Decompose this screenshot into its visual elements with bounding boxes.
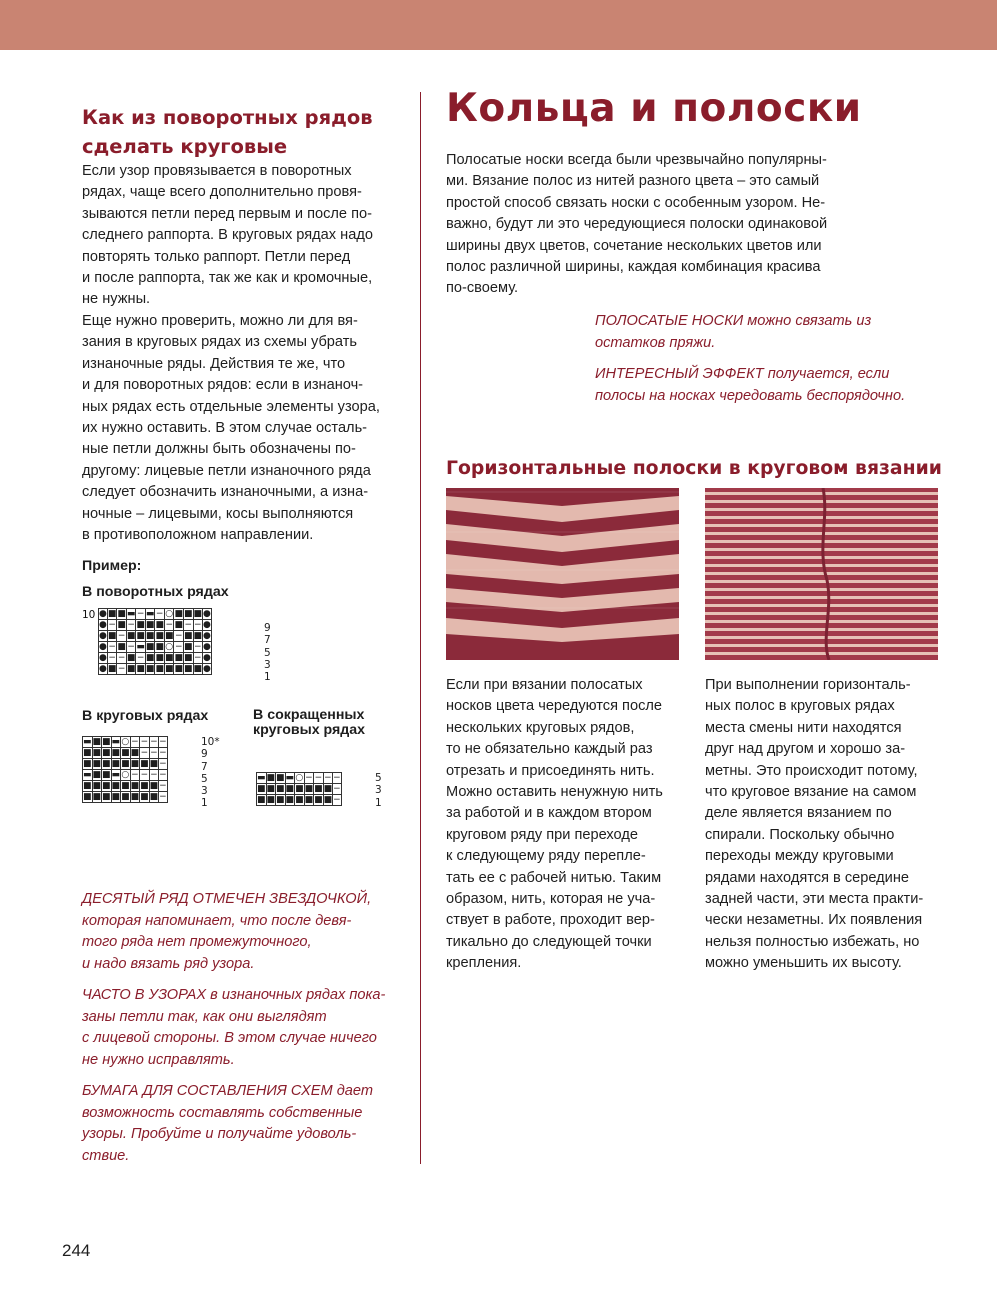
section-title: Горизонтальные полоски в круговом вязании	[446, 458, 942, 479]
right-intro: Полосатые носки всегда были чрезвычайно популярны- ми. Вязание полос из нитей разного цвета – это самый простой способ связать носки с особенным узором. Не- важно, будут ли это чередующиеся полоски одинаковой ширины двух цветов, сочетание нескольких цветов или полос различной ширины, каждая комбинация красива по-своему.	[446, 152, 828, 297]
chart-row-number: 9	[264, 622, 271, 634]
chart-cell: −	[108, 652, 116, 663]
chart-round-label: В круговых рядах	[82, 708, 209, 724]
chart-cell: −	[150, 769, 158, 780]
chart-cell: ■	[304, 794, 314, 805]
chart-row	[83, 748, 168, 759]
chart-cell: ■	[92, 758, 102, 769]
left-note-3: БУМАГА ДЛЯ СОСТАВЛЕНИЯ СХЕМ дает возможность составлять собственные узоры. Пробуйте и получайте удоволь- ствие.	[82, 1083, 374, 1164]
chart-row-number: 7	[264, 634, 271, 647]
chart-row	[83, 737, 168, 748]
chart-cell: ■	[155, 652, 164, 663]
chart-cell: −	[159, 769, 167, 780]
example-label: Пример:	[82, 558, 142, 574]
chart-cell: ■	[164, 630, 174, 641]
chart-cell: ■	[149, 780, 159, 791]
photo-fine-stripes	[705, 488, 938, 660]
chart-cell: ■	[83, 791, 92, 802]
chart-cell: ▬	[111, 769, 121, 780]
chart-cell: ■	[111, 758, 121, 769]
left-paragraph-1: Если узор провязывается в поворотных рядах, чаще всего дополнительно провя- зываются петли перед первым и после по- следнего раппорта. В круговых рядах надо повторять только раппорт. Петли перед и после раппорта, так же как и кромочные, не нужны.	[82, 163, 373, 308]
chart-cell: −	[117, 630, 126, 641]
chart-cell: ■	[92, 736, 102, 747]
chart-cell: −	[333, 772, 341, 783]
chart-row	[257, 795, 342, 806]
chart-cell: ●	[99, 652, 107, 663]
chart-row-number: 10*	[201, 736, 220, 748]
chart-flat-row10-label: 10	[82, 609, 96, 621]
chart-cell: ●	[203, 663, 211, 674]
chart-cell: −	[159, 780, 167, 791]
chart-cell: ■	[111, 780, 121, 791]
chart-reduced-right-labels	[375, 772, 382, 809]
chart-cell: ■	[102, 758, 111, 769]
chart-cell: ■	[102, 791, 111, 802]
chart-row-number: 3	[264, 658, 271, 671]
chart-row-number: 5	[201, 772, 208, 785]
chart-cell: ■	[92, 791, 102, 802]
chart-cell: ■	[266, 772, 276, 783]
chart-cell: ●	[203, 652, 211, 663]
chart-row-number: 3	[201, 785, 208, 798]
chart-cell: ▬	[83, 769, 92, 780]
chart-cell: ■	[155, 663, 164, 674]
left-note-2: ЧАСТО В УЗОРАХ в изнаночных рядах пока- заны петли так, как они выглядят с лицевой стороны. В этом случае ничего не нужно исправлять.	[82, 987, 386, 1068]
chart-cell: ■	[155, 630, 164, 641]
chart-cell: −	[150, 747, 158, 758]
chart-cell: ■	[323, 794, 333, 805]
chart-cell: ▬	[145, 608, 155, 619]
chart-cell: ■	[121, 791, 130, 802]
chart-cell: −	[333, 794, 341, 805]
chart-row	[99, 620, 212, 631]
right-col-2: При выполнении горизонталь- ных полос в круговых рядах места смены нити находятся друг над другом и хорошо за- метны. Это происходит потому, что круговое вязание на самом деле является вязанием по спирали. Поскольку обычно переходы между круговыми рядами находятся в середине задней части, эти места практи- чески незаметны. Их появления нельзя полностью избежать, но можно уменьшить их высоту.	[705, 677, 924, 972]
chart-cell: ■	[276, 794, 285, 805]
chart-cell: ▬	[136, 641, 145, 652]
chart-cell: ■	[183, 663, 193, 674]
chart-cell: ■	[136, 630, 145, 641]
chart-cell: ■	[266, 783, 276, 794]
chart-row-number: 3	[375, 784, 382, 797]
chart-row-number: 1	[375, 796, 382, 809]
chart-cell: −	[117, 652, 126, 663]
header-band	[0, 0, 997, 50]
chart-cell: −	[174, 641, 183, 652]
chart-cell: ■	[266, 794, 276, 805]
chart-cell: ■	[111, 747, 121, 758]
chart-cell: ■	[107, 608, 117, 619]
chart-cell: ■	[92, 747, 102, 758]
chart-cell: ■	[174, 619, 183, 630]
chart-cell: ●	[203, 630, 211, 641]
chart-cell: ■	[136, 619, 145, 630]
chart-cell: ■	[117, 608, 126, 619]
chart-cell: ■	[145, 652, 155, 663]
chart-cell: −	[159, 736, 167, 747]
chart-cell: ●	[99, 619, 107, 630]
chart-round-grid	[82, 736, 168, 803]
chart-cell: −	[193, 641, 202, 652]
chart-cell: ■	[295, 794, 304, 805]
chart-cell: ■	[121, 747, 130, 758]
chart-cell: ■	[304, 783, 314, 794]
chart-cell: ■	[164, 663, 174, 674]
chart-cell: ■	[111, 791, 121, 802]
chart-row-number: 1	[201, 797, 208, 810]
chart-cell: −	[117, 663, 126, 674]
chart-cell: ●	[203, 619, 211, 630]
chart-cell: ■	[285, 783, 295, 794]
chart-row-number: 5	[375, 772, 382, 784]
reduced-symbol-table	[256, 772, 342, 806]
chart-row	[99, 664, 212, 675]
chart-cell: ●	[99, 608, 107, 619]
chart-cell: ■	[276, 783, 285, 794]
chart-cell: ■	[92, 769, 102, 780]
chart-cell: ●	[99, 641, 107, 652]
chart-cell: −	[155, 608, 164, 619]
chart-cell: ■	[174, 663, 183, 674]
chart-cell: −	[150, 736, 158, 747]
chart-cell: −	[131, 736, 139, 747]
chart-cell: ■	[295, 783, 304, 794]
chart-cell: −	[165, 619, 173, 630]
chart-cell: −	[159, 758, 167, 769]
left-paragraph-2: Еще нужно проверить, можно ли для вя- зания в круговых рядах из схемы убрать изнаночные ряды. Действия те же, что и для поворотных рядов: если в изнаноч- ных рядах есть отдельные элементы узора, их нужно оставить. В этом случае осталь- ные петли должны быть обозначены по- другому: лицевые петли изнаночного ряда следует обозначить изнаночными, а изна- ночные – лицевыми, косы выполняются в противоположном направлении.	[82, 313, 380, 544]
chart-cell: ■	[183, 641, 193, 652]
chart-flat-label: В поворотных рядах	[82, 584, 229, 600]
chart-cell: −	[193, 619, 202, 630]
chart-cell: ■	[107, 663, 117, 674]
chart-cell: ■	[117, 619, 126, 630]
fine-stripes-image	[705, 488, 938, 660]
chart-cell: ■	[117, 641, 126, 652]
chart-cell: ■	[323, 783, 333, 794]
chart-cell: ■	[126, 652, 136, 663]
chart-cell: ■	[183, 630, 193, 641]
left-title-line2: сделать круговые	[82, 135, 288, 158]
chart-cell: −	[140, 747, 149, 758]
photo-chevron-stripes	[446, 488, 679, 660]
chart-row	[99, 653, 212, 664]
chart-cell: ■	[149, 758, 159, 769]
chart-row	[83, 781, 168, 792]
chart-cell: ■	[149, 791, 159, 802]
chart-cell: ■	[83, 780, 92, 791]
chart-cell: ■	[102, 769, 111, 780]
chart-cell: −	[127, 619, 135, 630]
chart-cell: −	[333, 783, 341, 794]
left-title-line1: Как из поворотных рядов	[82, 106, 373, 129]
chart-cell: ■	[193, 608, 203, 619]
chart-cell: ■	[130, 747, 140, 758]
round-symbol-table	[82, 736, 168, 803]
chart-row-number: 5	[264, 646, 271, 659]
chart-cell: ■	[145, 630, 155, 641]
chart-cell: −	[108, 641, 116, 652]
chart-cell: ■	[130, 791, 140, 802]
chart-cell: ■	[130, 780, 140, 791]
chart-row	[83, 770, 168, 781]
chevron-stripes-image	[446, 488, 679, 660]
chart-cell: −	[159, 791, 167, 802]
chart-cell: ■	[257, 794, 266, 805]
chart-cell: ■	[276, 772, 285, 783]
chart-cell: −	[136, 652, 145, 663]
chart-cell: ■	[183, 608, 193, 619]
chart-flat-grid	[98, 608, 212, 675]
chart-cell: −	[305, 772, 313, 783]
chart-reduced-grid	[256, 772, 342, 806]
chart-cell: ○	[295, 772, 304, 783]
chart-cell: −	[193, 652, 202, 663]
chart-cell: ■	[145, 619, 155, 630]
chart-cell: ■	[174, 652, 183, 663]
chart-cell: ■	[164, 652, 174, 663]
column-divider	[420, 92, 421, 1164]
chart-cell: ■	[155, 641, 164, 652]
chart-row	[99, 631, 212, 642]
chart-cell: −	[314, 772, 323, 783]
chart-cell: ●	[203, 608, 211, 619]
chart-cell: ■	[183, 652, 193, 663]
chart-cell: ○	[165, 608, 174, 619]
chart-row	[257, 784, 342, 795]
chart-cell: ■	[102, 736, 111, 747]
chart-round-right-labels	[201, 736, 220, 810]
chart-row	[99, 609, 212, 620]
chart-cell: ●	[203, 641, 211, 652]
chart-cell: −	[184, 619, 193, 630]
chart-reduced-label: В сокращенных круговых рядах	[253, 707, 366, 738]
right-col-1: Если при вязании полосатых носков цвета чередуются после нескольких круговых рядов, то не обязательно каждый раз отрезать и присоединять нить. Можно оставить ненужную нить за работой и в каждом втором круговом ряду при переходе к следующему ряду перепле- тать ее с рабочей нитью. Таким образом, нить, которая не уча- ствует в работе, проходит вер- тикально до следующей точки крепления.	[446, 677, 663, 972]
chart-row-number: 1	[264, 671, 271, 684]
chart-row-number: 7	[201, 760, 208, 773]
chart-cell: −	[136, 608, 145, 619]
chart-cell: ■	[136, 663, 145, 674]
chart-cell: ■	[121, 758, 130, 769]
chart-cell: ▬	[83, 736, 92, 747]
chart-cell: ■	[126, 630, 136, 641]
chart-cell: −	[108, 619, 116, 630]
chart-flat-right-labels	[264, 622, 271, 683]
chart-row	[257, 773, 342, 784]
chart-cell: ■	[140, 780, 149, 791]
chart-cell: ■	[140, 791, 149, 802]
chart-cell: ▬	[257, 772, 266, 783]
chart-cell: ■	[155, 619, 164, 630]
chart-cell: −	[127, 641, 135, 652]
page-number: 244	[62, 1241, 91, 1260]
chart-cell: −	[174, 630, 183, 641]
chart-cell: ■	[102, 747, 111, 758]
chart-cell: ■	[130, 758, 140, 769]
chart-cell: ■	[126, 663, 136, 674]
chart-row	[83, 759, 168, 770]
chart-cell: ■	[285, 794, 295, 805]
chart-cell: ■	[83, 758, 92, 769]
left-title	[82, 103, 373, 161]
chart-cell: ▬	[111, 736, 121, 747]
chart-cell: ●	[99, 630, 107, 641]
chart-cell: ■	[193, 630, 203, 641]
chart-cell: ■	[107, 630, 117, 641]
chart-cell: ■	[92, 780, 102, 791]
chart-cell: ■	[145, 641, 155, 652]
chart-cell: ●	[99, 663, 107, 674]
chart-cell: ■	[145, 663, 155, 674]
chart-cell: ○	[121, 736, 130, 747]
chart-cell: ○	[165, 641, 174, 652]
chart-cell: −	[140, 769, 149, 780]
chart-cell: ▬	[285, 772, 295, 783]
chart-cell: ■	[140, 758, 149, 769]
chart-cell: ■	[174, 608, 183, 619]
chart-cell: −	[159, 747, 167, 758]
chart-cell: ■	[102, 780, 111, 791]
chart-cell: ■	[314, 783, 323, 794]
left-note-1: ДЕСЯТЫЙ РЯД ОТМЕЧЕН ЗВЕЗДОЧКОЙ, которая напоминает, что после девя- того ряда нет промежуточного, и надо вязать ряд узора.	[82, 891, 372, 972]
chart-cell: ■	[121, 780, 130, 791]
chart-cell: ■	[193, 663, 203, 674]
chart-row	[99, 642, 212, 653]
chart-cell: −	[140, 736, 149, 747]
chart-cell: −	[131, 769, 139, 780]
chart-cell: ■	[83, 747, 92, 758]
chart-row-number: 9	[201, 748, 208, 761]
page-title: Кольца и полоски	[446, 86, 862, 131]
chart-cell: −	[324, 772, 332, 783]
chart-cell: ■	[314, 794, 323, 805]
chart-cell: ■	[257, 783, 266, 794]
right-note-2: ИНТЕРЕСНЫЙ ЭФФЕКТ получается, если полосы на носках чередовать беспорядочно.	[595, 366, 906, 404]
flat-symbol-table	[98, 608, 212, 675]
chart-row	[83, 792, 168, 803]
right-note-1: ПОЛОСАТЫЕ НОСКИ можно связать из остатков пряжи.	[595, 313, 872, 351]
chart-cell: ○	[121, 769, 130, 780]
chart-cell: ▬	[126, 608, 136, 619]
